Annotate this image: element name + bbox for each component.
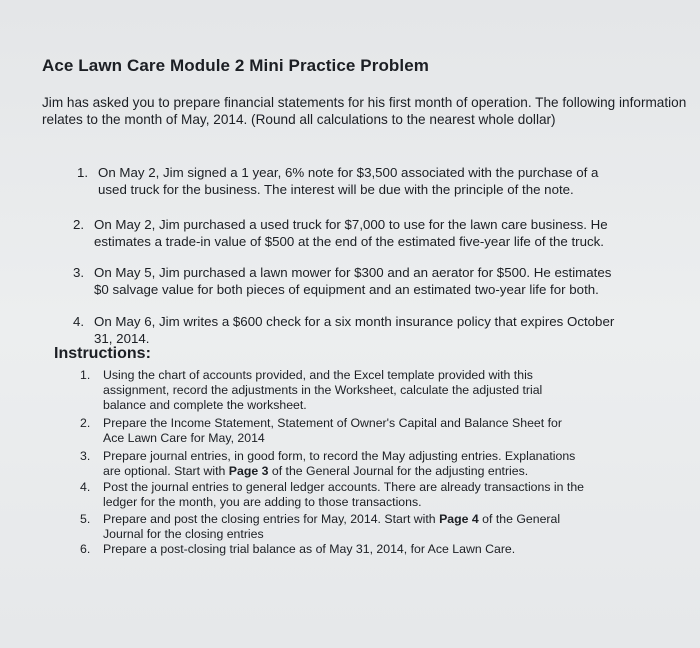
item-line: On May 6, Jim writes a $600 check for a six month insurance policy that expires October bbox=[94, 314, 615, 329]
item-number: 3. bbox=[80, 449, 91, 463]
item-line: $0 salvage value for both pieces of equipment and an estimated two-year life for both. bbox=[94, 282, 599, 297]
item-number: 2. bbox=[73, 217, 85, 232]
item-line: are optional. Start with Page 3 of the General Journal for the adjusting entries. bbox=[103, 464, 529, 478]
instructions-heading: Instructions: bbox=[54, 345, 151, 362]
item-line: Prepare journal entries, in good form, to record the May adjusting entries. Explanations bbox=[103, 449, 576, 463]
item-line: 31, 2014. bbox=[94, 331, 150, 346]
item-line: On May 2, Jim signed a 1 year, 6% note for $3,500 associated with the purchase of a bbox=[98, 165, 599, 180]
item-line: Post the journal entries to general ledger accounts. There are already transactions in the bbox=[103, 480, 585, 494]
item-line: ledger for the month, you are adding to those transactions. bbox=[103, 495, 422, 509]
item-line: Journal for the closing entries bbox=[103, 527, 264, 541]
item-number: 6. bbox=[80, 542, 91, 556]
item-number: 5. bbox=[80, 512, 91, 526]
item-line: Prepare the Income Statement, Statement of Owner's Capital and Balance Sheet for bbox=[103, 416, 562, 430]
item-number: 2. bbox=[80, 416, 91, 430]
item-line: estimates a trade-in value of $500 at the end of the estimated five-year life of the truck. bbox=[94, 234, 604, 249]
intro-paragraph: Jim has asked you to prepare financial statements for his first month of operation. The following information relates to the month of May, 2014. (Round all calculations to the nearest whole dollar) bbox=[42, 95, 687, 127]
item-number: 1. bbox=[77, 165, 89, 180]
item-line: assignment, record the adjustments in the Worksheet, calculate the adjusted trial bbox=[103, 383, 543, 397]
item-number: 4. bbox=[73, 314, 85, 329]
item-line: used truck for the business. The interest will be due with the principle of the note. bbox=[98, 182, 574, 197]
item-line: Prepare a post-closing trial balance as of May 31, 2014, for Ace Lawn Care. bbox=[103, 542, 516, 556]
document-title: Ace Lawn Care Module 2 Mini Practice Problem bbox=[42, 56, 430, 75]
item-number: 4. bbox=[80, 480, 91, 494]
item-line: On May 5, Jim purchased a lawn mower for $300 and an aerator for $500. He estimates bbox=[94, 265, 612, 280]
item-line: balance and complete the worksheet. bbox=[103, 398, 307, 412]
item-line: Ace Lawn Care for May, 2014 bbox=[103, 431, 265, 445]
item-line: On May 2, Jim purchased a used truck for $7,000 to use for the lawn care business. He bbox=[94, 217, 608, 232]
item-line: Using the chart of accounts provided, and the Excel template provided with this bbox=[103, 368, 533, 382]
item-line: Prepare and post the closing entries for May, 2014. Start with Page 4 of the General bbox=[103, 512, 561, 526]
item-number: 1. bbox=[80, 368, 91, 382]
item-number: 3. bbox=[73, 265, 85, 280]
